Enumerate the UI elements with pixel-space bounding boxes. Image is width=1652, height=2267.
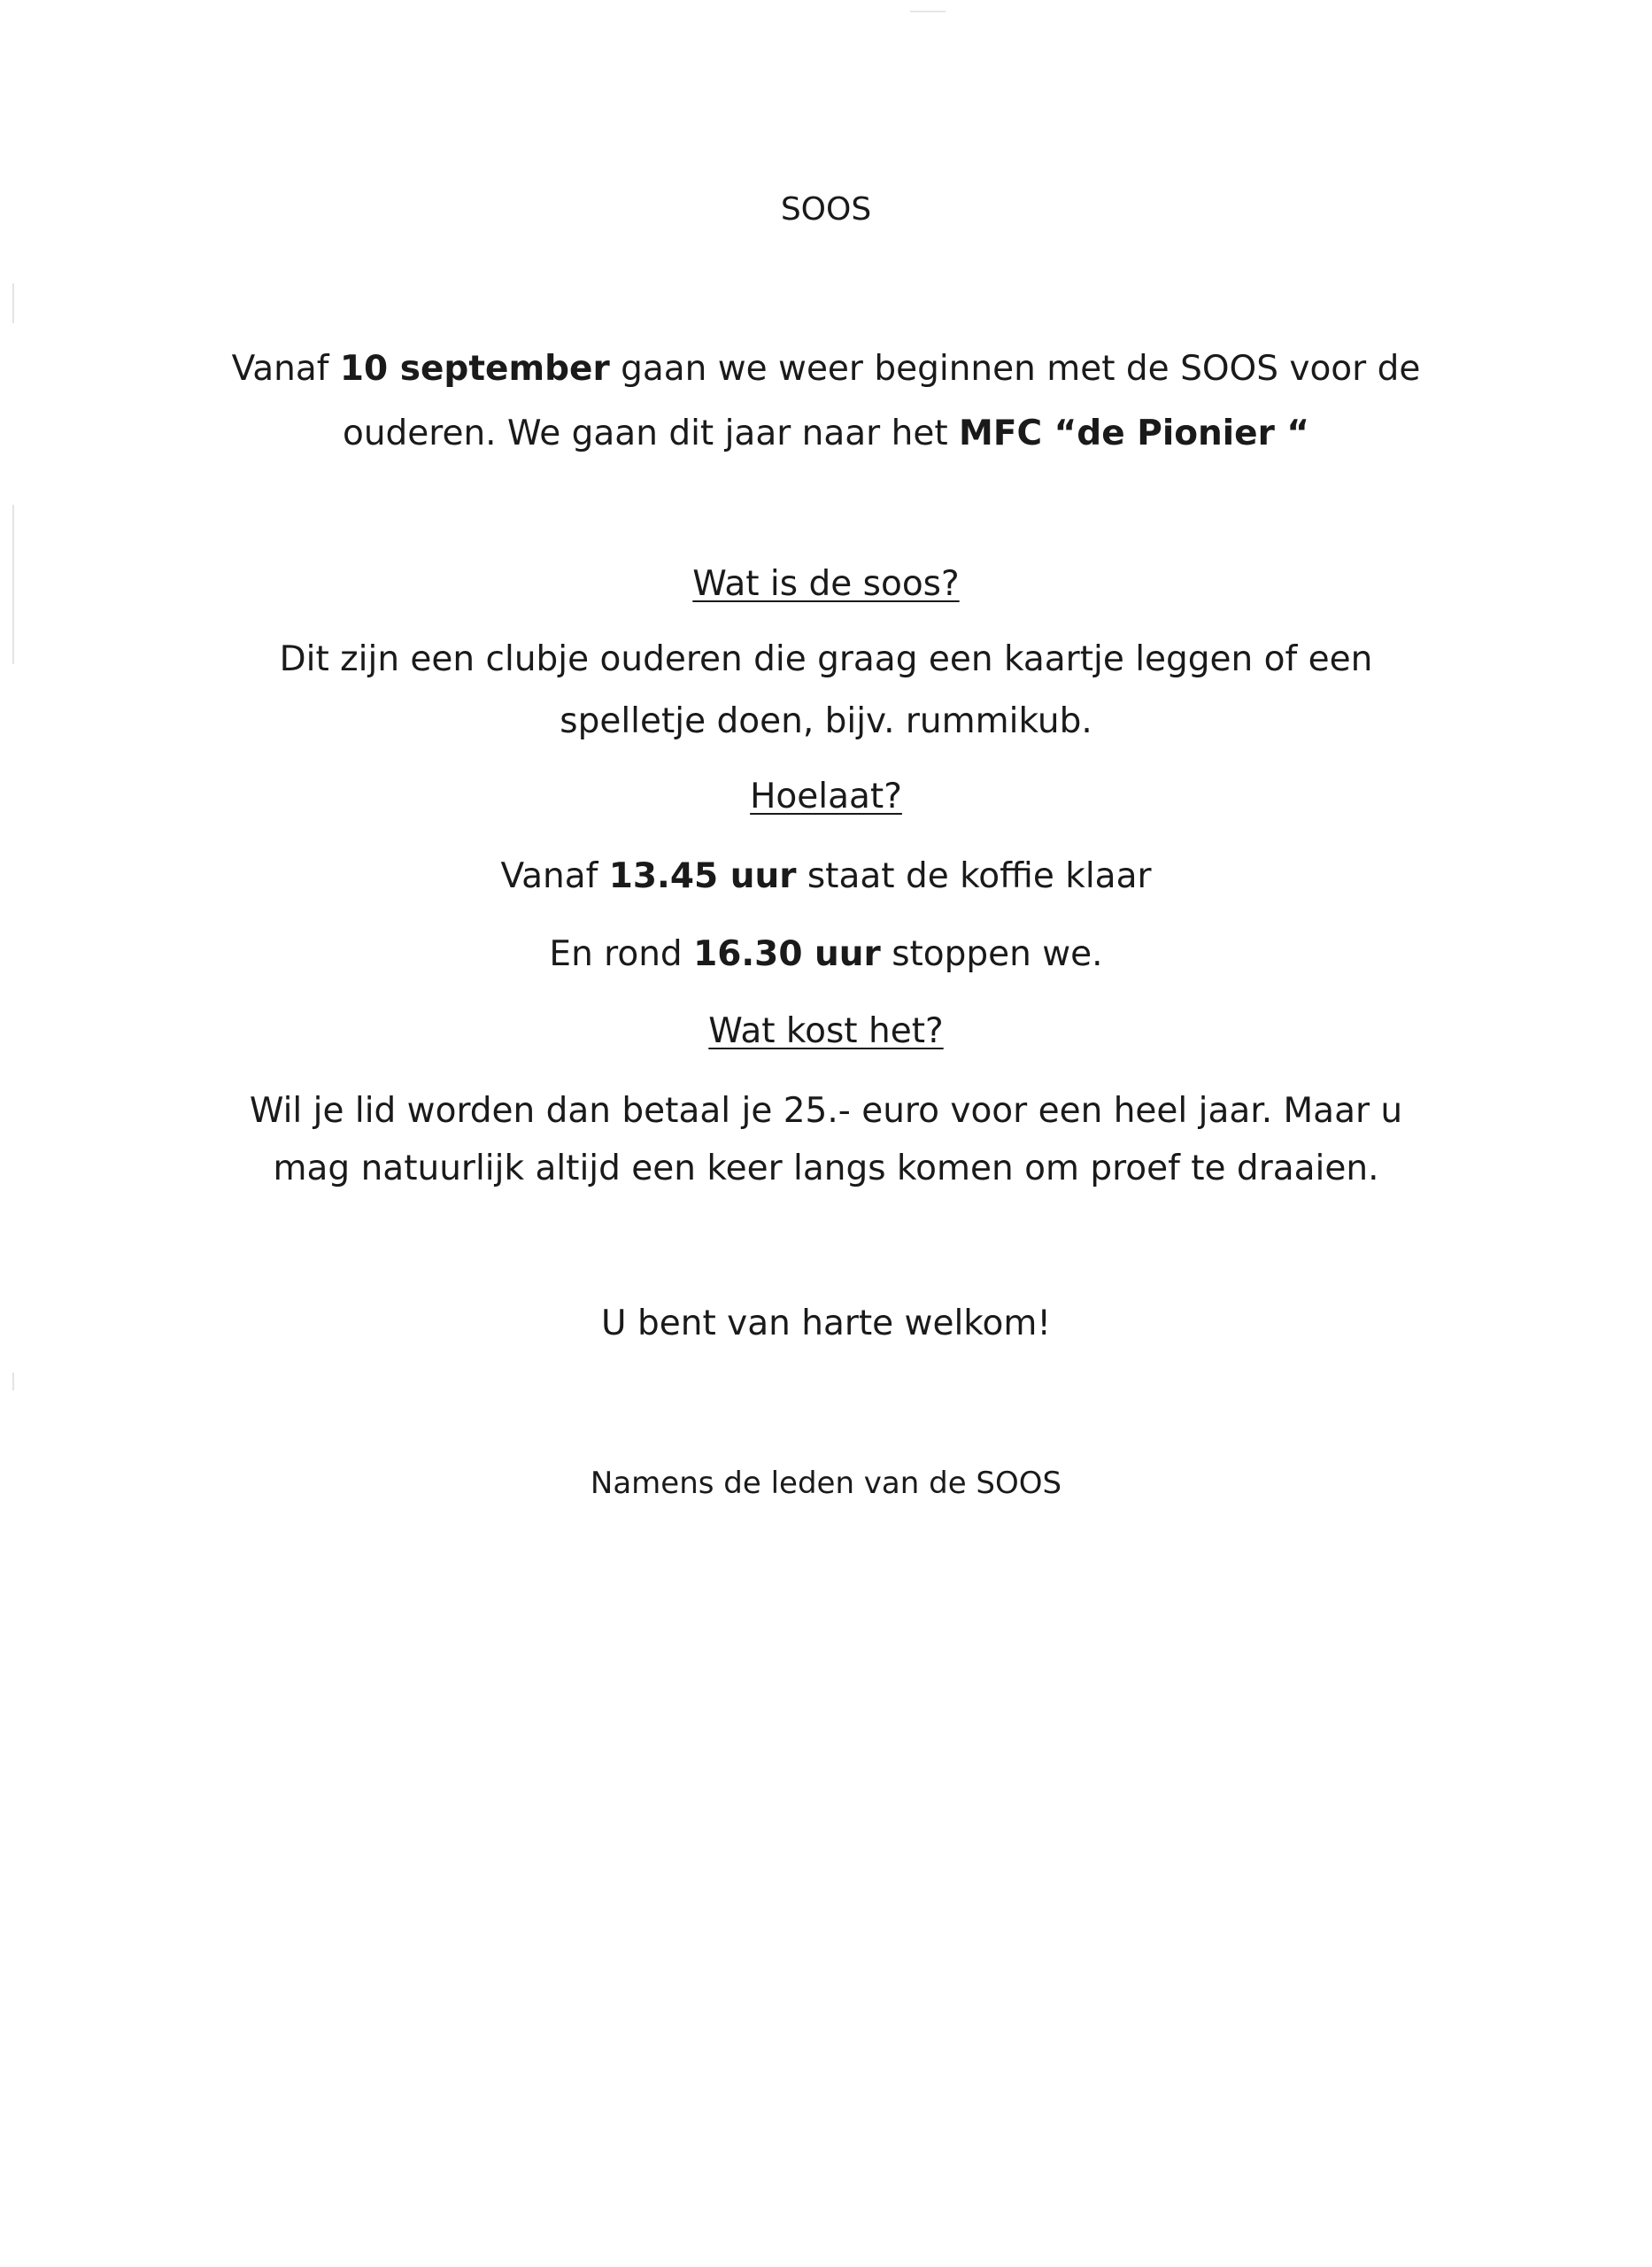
signature-line — [0, 1461, 1652, 1505]
cost-line-2 — [0, 1147, 1652, 1191]
start-time: 13.45 uur — [608, 856, 797, 896]
signature-text: Namens de leden van de SOOS — [590, 1466, 1062, 1501]
section-heading-when — [0, 775, 1652, 819]
intro-line-2 — [0, 412, 1652, 456]
body-text: mag natuurlijk altijd een keer langs komen om proef te draaien. — [273, 1149, 1379, 1188]
what-line-2 — [0, 700, 1652, 744]
body-text: Wil je lid worden dan betaal je 25.- euro voor een heel jaar. Maar u — [249, 1091, 1403, 1131]
end-time: 16.30 uur — [693, 934, 881, 974]
scan-artifact — [12, 283, 14, 323]
intro-text: gaan we weer beginnen met de SOOS voor de — [609, 349, 1421, 389]
body-text: Vanaf — [500, 856, 609, 896]
intro-line-1 — [0, 347, 1652, 391]
intro-text: ouderen. We gaan dit jaar naar het — [342, 414, 960, 453]
heading-text: Hoelaat? — [750, 777, 902, 816]
when-line-1 — [0, 855, 1652, 899]
intro-text: Vanaf — [231, 349, 340, 389]
body-text: stoppen we. — [880, 934, 1103, 974]
body-text: staat de koffie klaar — [796, 856, 1152, 896]
title-text: SOOS — [780, 191, 872, 228]
start-date: 10 september — [339, 349, 610, 389]
heading-text: Wat is de soos? — [692, 564, 960, 604]
body-text: Dit zijn een clubje ouderen die graag een kaartje leggen of een — [279, 639, 1373, 679]
cost-line-1 — [0, 1089, 1652, 1134]
welcome-line — [0, 1302, 1652, 1346]
body-text: En rond — [549, 934, 694, 974]
what-line-1 — [0, 638, 1652, 682]
document-title — [0, 188, 1652, 232]
when-line-2 — [0, 932, 1652, 977]
scan-artifact — [910, 11, 946, 12]
section-heading-what — [0, 562, 1652, 607]
venue-name: MFC “de Pionier “ — [959, 414, 1310, 453]
welcome-text: U bent van harte welkom! — [601, 1304, 1051, 1343]
body-text: spelletje doen, bijv. rummikub. — [560, 701, 1092, 741]
scan-artifact — [12, 1373, 14, 1390]
section-heading-cost — [0, 1010, 1652, 1054]
heading-text: Wat kost het? — [708, 1011, 944, 1051]
